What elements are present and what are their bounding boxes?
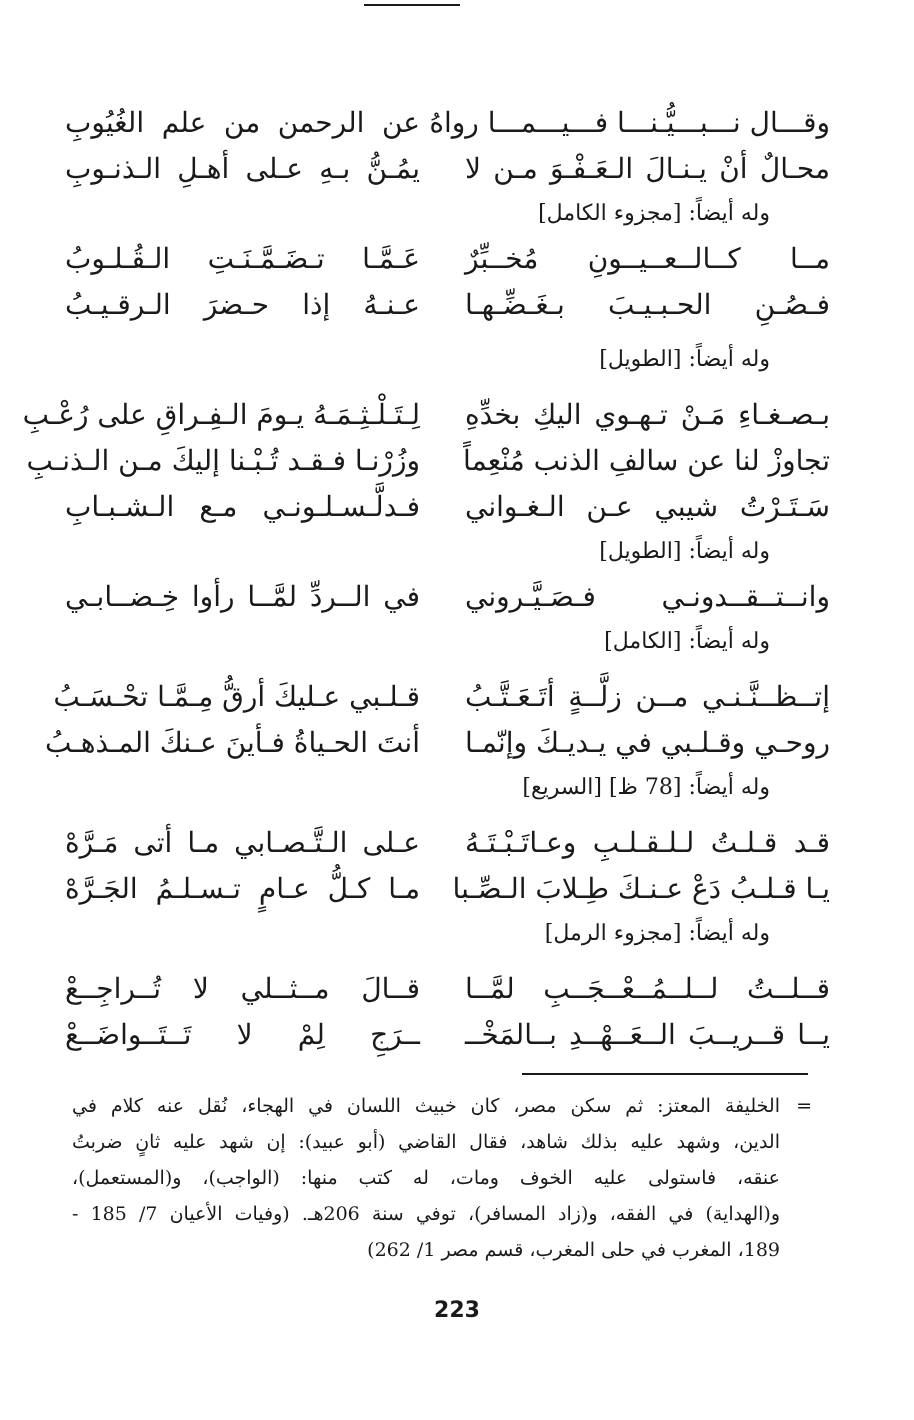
second-hemistich: وزُرْنـا فـقـد تُـبْـنا إليكَ مـن الـذنـبِ — [26, 444, 420, 477]
footnote-rule — [522, 1073, 808, 1075]
first-hemistich: قـد قـلـتُ لـلـقـلـبِ وعـاتَـبْـتَـهُ — [465, 826, 830, 859]
second-hemistich: قـلـبي عـليكَ أرقُّ مِـمَّـا تحْـسَـبُ — [53, 680, 420, 713]
verse-line — [60, 282, 830, 328]
footnote-text: الخليفة المعتز: ثم سكن مصر، كان خبيث اللسان في الهجاء، نُقل عنه كلام في — [72, 1095, 780, 1117]
poem-body — [22, 100, 830, 1058]
first-hemistich: قــلــتُ لــلــمُــعْــجَــبِ لمَّــا — [465, 972, 830, 1005]
first-hemistich: روحـي وقـلـبي في يـديـكَ وإنّمـا — [465, 726, 830, 759]
footnote-marker: = — [796, 1095, 812, 1117]
poem-heading: وله أيضاً: [الطويل] — [599, 347, 770, 372]
poem-heading: وله أيضاً: [مجزوء الكامل] — [538, 201, 770, 226]
verse-line — [60, 574, 830, 620]
second-hemistich: عَـمَّـا تـضَـمَّـنَـتِ الـقُـلـوبُ — [65, 242, 420, 275]
second-hemistich: مـا كـلُّ عـامٍ تـسـلـمُ الجَـرَّهْ — [65, 872, 420, 905]
first-hemistich: محـالٌ أنْ يـنـالَ الـعَـفْـوَ مـن لا — [465, 152, 830, 185]
verse-line — [53, 674, 830, 720]
footnote-text: و(الهداية) في الفقه، و(زاد المسافر)، توفي سنة 206هـ. (وفيات الأعيان 7/ 185 - — [72, 1203, 780, 1225]
second-hemistich: عن الرحمن من علم الغُيُوبِ — [65, 106, 420, 139]
second-hemistich: عـنـهُ إذا حـضرَ الـرقـيـبُ — [65, 288, 420, 321]
first-hemistich: وانــتــقــدونـي فـصَـيَّـروني — [465, 580, 830, 613]
verse-line — [60, 146, 830, 192]
verse-line — [22, 392, 830, 438]
poem-heading: وله أيضاً: [مجزوء الرمل] — [544, 921, 770, 946]
poem-heading: وله أيضاً: [78 ظ] [السريع] — [522, 775, 770, 800]
second-hemistich: فـدلَّـسـلـونـي مـع الـشـبـابِ — [65, 490, 420, 523]
verse-line — [60, 966, 830, 1012]
verse-line — [26, 438, 830, 484]
first-hemistich: بـصـغـاءِ مَـنْ تـهـوي اليكِ بخدِّهِ — [465, 398, 830, 431]
second-hemistich: لِـتَـلْـثِـمَـهُ يـومَ الـفِـراقِ على رُعْـبِ — [22, 398, 420, 431]
poem-heading: وله أيضاً: [الطويل] — [599, 539, 770, 564]
second-hemistich: ــرَجِ لِمْ لا تَــتَــواضَــعْ — [65, 1018, 420, 1051]
footnote — [72, 1088, 812, 1268]
first-hemistich: يــا قــريــبَ الــعَــهْــدِ بــالمَخْــ — [465, 1018, 830, 1051]
footnote-text: عنقه، فاستولى عليه الخوف ومات، له كتب منها: (الواجب)، و(المستعمل)، — [72, 1167, 780, 1189]
verse-line — [60, 236, 830, 282]
first-hemistich: تجاوزْ لنا عن سالفِ الذنب مُنْعِماً — [463, 444, 830, 477]
footnote-line — [72, 1196, 812, 1232]
verse-line — [45, 720, 830, 766]
verse-line — [60, 1012, 830, 1058]
verse-line — [60, 820, 830, 866]
footnote-line — [72, 1160, 812, 1196]
verse-line — [60, 866, 830, 912]
verse-line — [60, 100, 830, 146]
first-hemistich: فـصُـنِ الحـبـيـبَ بـغَـضِّـهـا — [465, 288, 830, 321]
footnote-line — [72, 1088, 812, 1124]
verse-line — [60, 484, 830, 530]
first-hemistich: يـا قـلـبُ دَعْ عـنـكَ طِـلابَ الـصِّـبا — [452, 872, 830, 905]
top-rule — [364, 4, 460, 6]
first-hemistich: وقـــال نـــبـــيُّـنـــا فـــيـــمـــا رواهُ — [429, 106, 830, 139]
footnote-line — [72, 1232, 812, 1268]
first-hemistich: سَـتَـرْتُ شيبي عـن الـغـواني — [465, 490, 830, 523]
second-hemistich: أنتَ الحـياةُ فـأينَ عـنكَ المـذهـبُ — [45, 726, 420, 759]
second-hemistich: قــالَ مــثــلي لا تُــراجِــعْ — [65, 972, 420, 1005]
second-hemistich: يمُـنُّ بـهِ عـلى أهـلِ الـذنـوبِ — [65, 152, 420, 185]
first-hemistich: إتــظــنَّـنـي مــن زلَّــةٍ أتَـعَـتَّـبُ — [465, 680, 830, 713]
footnote-line — [72, 1124, 812, 1160]
second-hemistich: في الــردِّ لمَّــا رأوا خِـضــابـي — [65, 580, 420, 613]
first-hemistich: مــا كــالــعــيــونِ مُخــبِّرٌ — [465, 242, 830, 275]
poem-heading: وله أيضاً: [الكامل] — [604, 629, 770, 654]
page-number: 223 — [434, 1298, 480, 1323]
footnote-text: 189، المغرب في حلى المغرب، قسم مصر 1/ 262) — [367, 1239, 780, 1261]
second-hemistich: عـلى الـتَّـصـابي مـا أتى مَـرَّهْ — [65, 826, 420, 859]
footnote-text: الدين، وشهد عليه بذلك شاهد، فقال القاضي (أبو عبيد): إن شهد عليه ثانٍ ضربتُ — [72, 1131, 780, 1153]
